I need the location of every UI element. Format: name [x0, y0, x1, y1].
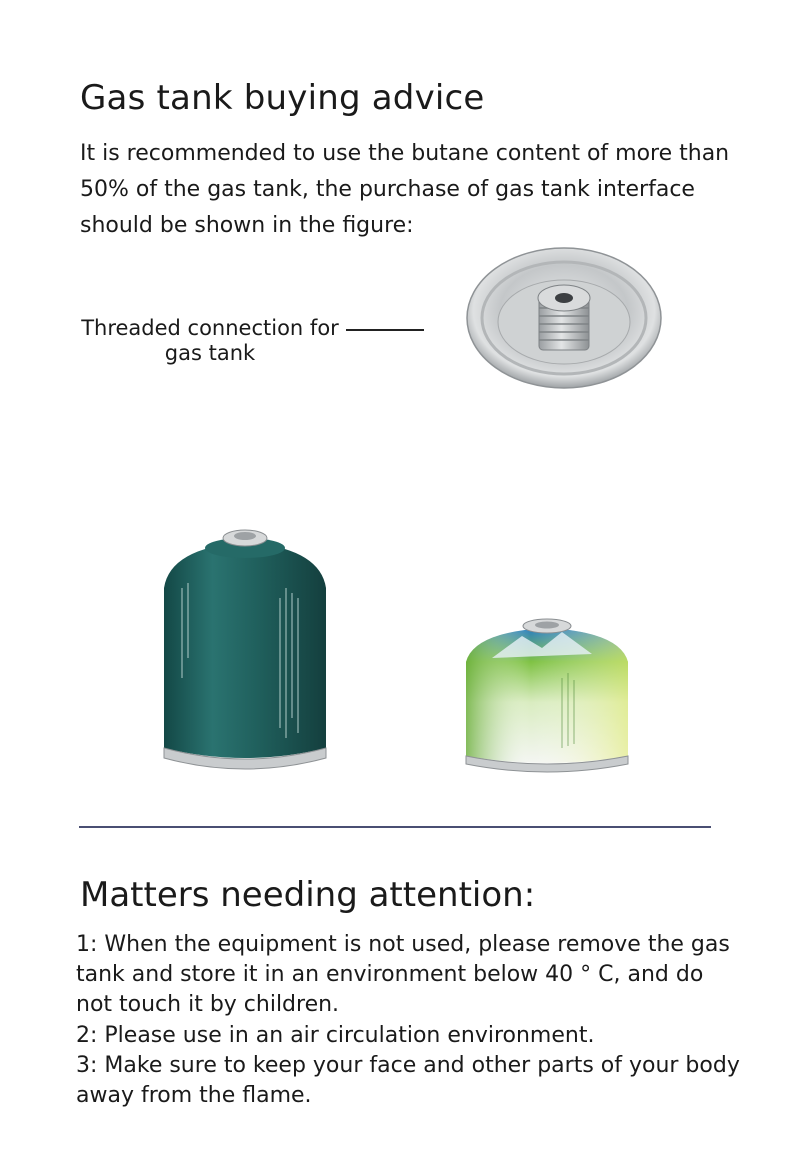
buying-advice-paragraph: [80, 136, 730, 244]
paragraph-line: should be shown in the figure:: [80, 213, 414, 238]
buying-advice-title: Gas tank buying advice: [80, 78, 485, 118]
note-line: 1: When the equipment is not used, please remove the gas: [76, 932, 730, 957]
attention-title: Matters needing attention:: [80, 875, 536, 915]
paragraph-line: 50% of the gas tank, the purchase of gas tank interface: [80, 177, 695, 202]
note-line: tank and store it in an environment below 40 ° C, and do: [76, 962, 704, 988]
large-gas-canister-image: [160, 528, 330, 780]
threaded-connection-label: [60, 316, 360, 366]
note-line: away from the flame.: [76, 1083, 312, 1109]
section-divider: [79, 826, 711, 828]
small-gas-canister-image: [462, 618, 632, 780]
note-line: 3: Make sure to keep your face and other parts of your body: [76, 1052, 740, 1078]
paragraph-line: It is recommended to use the butane content of more than: [80, 141, 730, 166]
note-line: 2: Please use in an air circulation environment.: [76, 1022, 595, 1048]
threaded-valve-image: [466, 246, 666, 391]
label-line: Threaded connection for: [81, 316, 339, 340]
callout-leader-line: [346, 329, 424, 331]
attention-notes: [76, 930, 756, 1111]
note-line: not touch it by children.: [76, 992, 340, 1018]
label-line: gas tank: [164, 341, 256, 365]
